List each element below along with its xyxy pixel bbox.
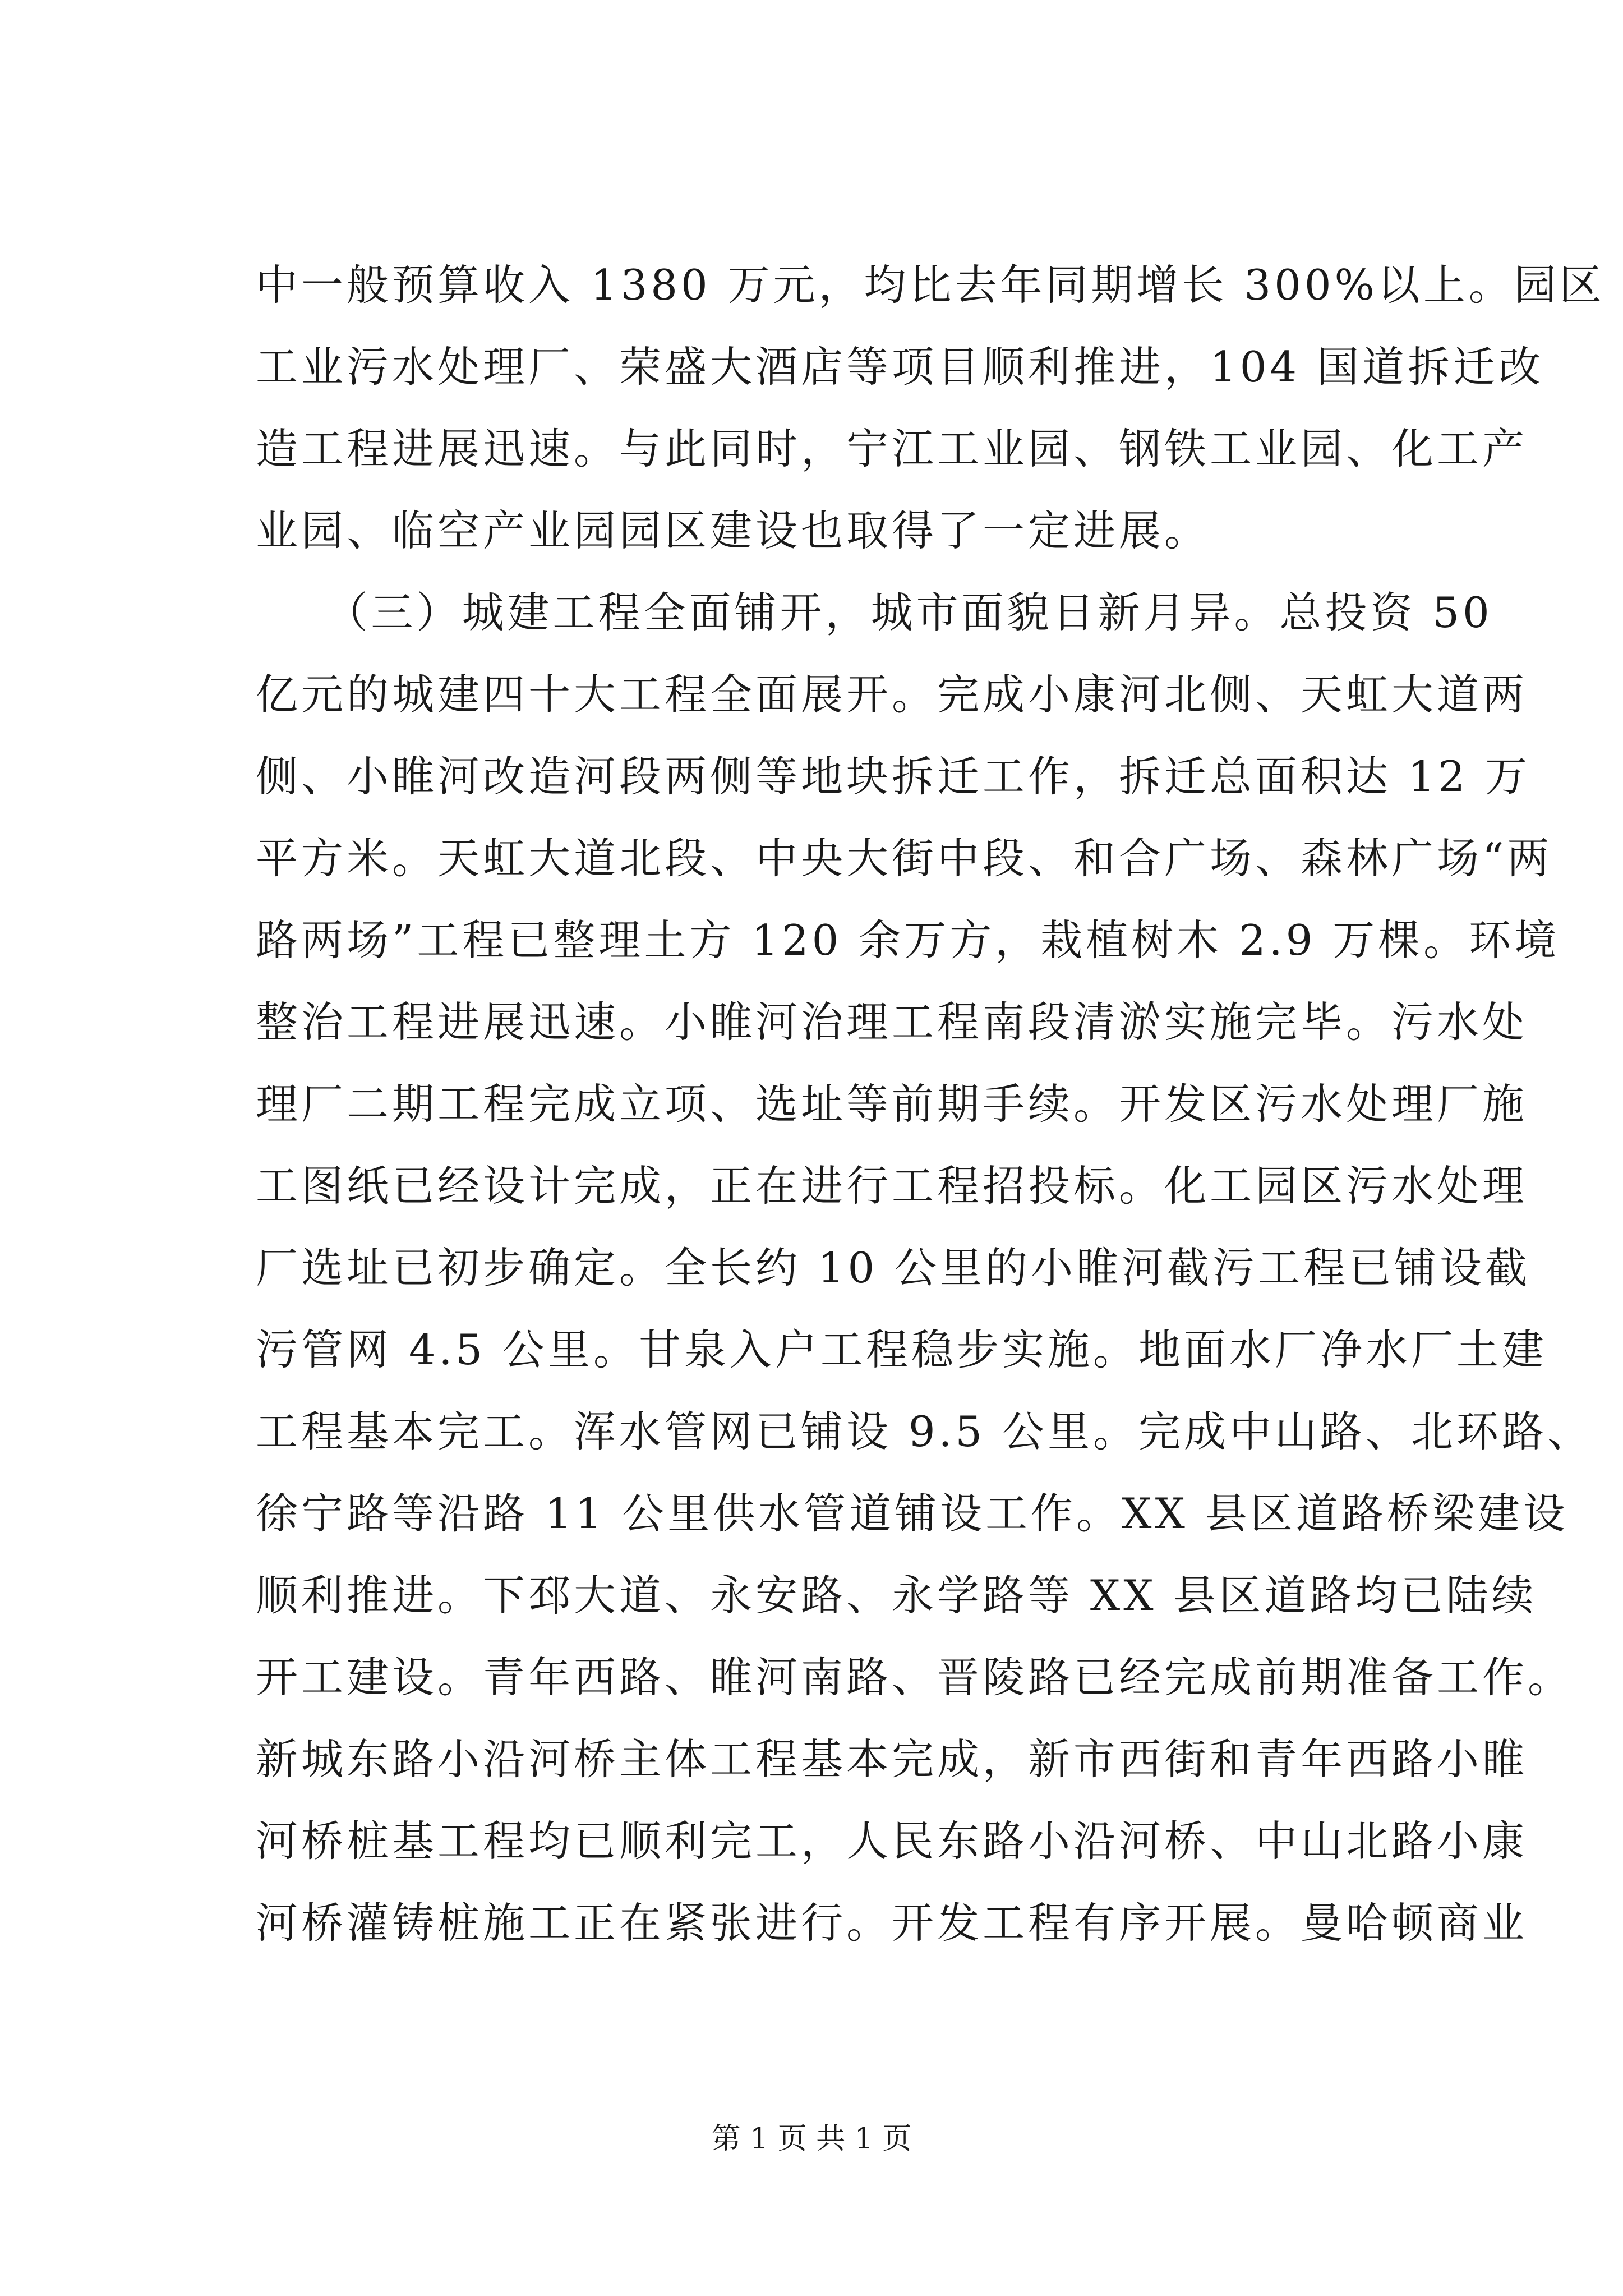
text-line: 平方米。天虹大道北段、中央大街中段、和合广场、森林广场“两 (256, 834, 1553, 883)
text-line: 路两场”工程已整理土方 120 余万方，栽植树木 2.9 万棵。环境 (256, 915, 1560, 965)
text-line: 中一般预算收入 1380 万元，均比去年同期增长 300%以上。园区 (256, 260, 1605, 310)
text-line: 工程基本完工。浑水管网已铺设 9.5 公里。完成中山路、北环路、 (256, 1407, 1593, 1456)
text-line: 造工程进展迅速。与此同时，宁江工业园、钢铁工业园、化工产 (256, 424, 1528, 473)
text-line: 新城东路小沿河桥主体工程基本完成，新市西街和青年西路小睢 (256, 1734, 1528, 1784)
text-line: 理厂二期工程完成立项、选址等前期手续。开发区污水处理厂施 (256, 1079, 1528, 1129)
page-footer: 第 1 页 共 1 页 (711, 2122, 912, 2156)
text-line: 开工建设。青年西路、睢河南路、晋陵路已经完成前期准备工作。 (256, 1653, 1574, 1702)
body-text (256, 244, 1605, 1964)
text-line: 侧、小睢河改造河段两侧等地块拆迁工作，拆迁总面积达 12 万 (256, 752, 1531, 801)
text-line: 厂选址已初步确定。全长约 10 公里的小睢河截污工程已铺设截 (256, 1243, 1531, 1292)
text-line: 工图纸已经设计完成，正在进行工程招投标。化工园区污水处理 (256, 1161, 1528, 1211)
text-line: 河桥桩基工程均已顺利完工，人民东路小沿河桥、中山北路小康 (256, 1816, 1528, 1866)
text-line: 亿元的城建四十大工程全面展开。完成小康河北侧、天虹大道两 (256, 670, 1528, 719)
text-line: 业园、临空产业园园区建设也取得了一定进展。 (256, 506, 1210, 555)
text-line: 工业污水处理厂、荣盛大酒店等项目顺利推进，104 国道拆迁改 (256, 342, 1544, 392)
text-line: 整治工程进展迅速。小睢河治理工程南段清淤实施完毕。污水处 (256, 997, 1528, 1047)
text-line: 顺利推进。下邳大道、永安路、永学路等 XX 县区道路均已陆续 (256, 1571, 1537, 1620)
text-line: 徐宁路等沿路 11 公里供水管道铺设工作。XX 县区道路桥梁建设 (256, 1489, 1569, 1538)
text-line: 污管网 4.5 公里。甘泉入户工程稳步实施。地面水厂净水厂土建 (256, 1325, 1547, 1374)
text-line: （三）城建工程全面铺开，城市面貌日新月异。总投资 50 (256, 588, 1493, 637)
text-line: 河桥灌铸桩施工正在紧张进行。开发工程有序开展。曼哈顿商业 (256, 1898, 1528, 1948)
